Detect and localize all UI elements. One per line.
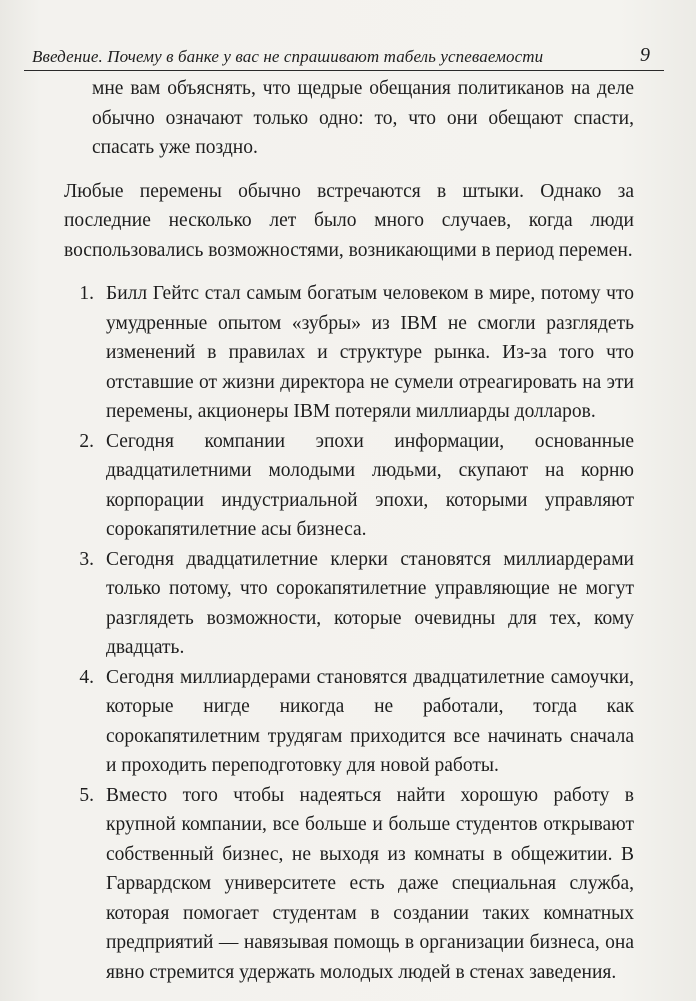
continuation-paragraph: мне вам объяснять, что щедрые обещания политиканов на деле обычно означают только одно: то, что они обещают спасти, спасать уже поздно. [92,78,634,158]
page-body [64,74,634,987]
intro-paragraph: Любые перемены обычно встречаются в штыки. Однако за последние несколько лет было много случаев, когда люди воспользовались возможностями, возникающими в период перемен. [64,180,634,261]
list-item-number: 4. [79,666,94,688]
list-item [64,663,634,781]
list-item-text: Сегодня двадцатилетние клерки становятся миллиардерами только потому, что сорокапятилетние управляющие не могут разглядеть возможности, которые очевидны для тех, кому двадцать. [106,548,634,658]
list-item-number: 2. [79,430,94,452]
page-number: 9 [640,44,650,66]
list-item [64,545,634,663]
list-item-text: Сегодня миллиардерами становятся двадцатилетние самоучки, которые нигде никогда не работали, тогда как сорокапятилетним трудягам приходится все начинать сначала и проходить переподготовку для новой работы. [106,666,634,776]
running-header-title: Введение. Почему в банке у вас не спрашивают табель успеваемости [32,47,544,66]
list-item-number: 5. [79,784,94,806]
list-item [64,279,634,427]
numbered-list [64,279,634,987]
list-item [64,781,634,988]
running-header [24,44,664,71]
list-item-text: Вместо того чтобы надеяться найти хорошую работу в крупной компании, все больше и больше студентов открывают собственный бизнес, не выходя из комнаты в общежитии. В Гарвардском университете есть даже специальная служба, которая помогает студентам в создании таких комнатных предприятий — навязывая помощь в организации бизнеса, она явно стремится удержать молодых людей в стенах заведения. [106,784,634,983]
list-item-text: Сегодня компании эпохи информации, основанные двадцатилетними молодыми людьми, скупают на корню корпорации индустриальной эпохи, которыми управляют сорокапятилетние асы бизнеса. [106,430,634,540]
list-item-text: Билл Гейтс стал самым богатым человеком в мире, потому что умудренные опытом «зубры» из IBM не смогли разглядеть изменений в правилах и структуре рынка. Из-за того что отставшие от жизни директора не сумели отреагировать на эти перемены, акционеры IBM потеряли миллиарды долларов. [106,283,634,422]
list-item-number: 3. [79,548,94,570]
list-item-number: 1. [79,283,94,304]
list-item [64,427,634,545]
